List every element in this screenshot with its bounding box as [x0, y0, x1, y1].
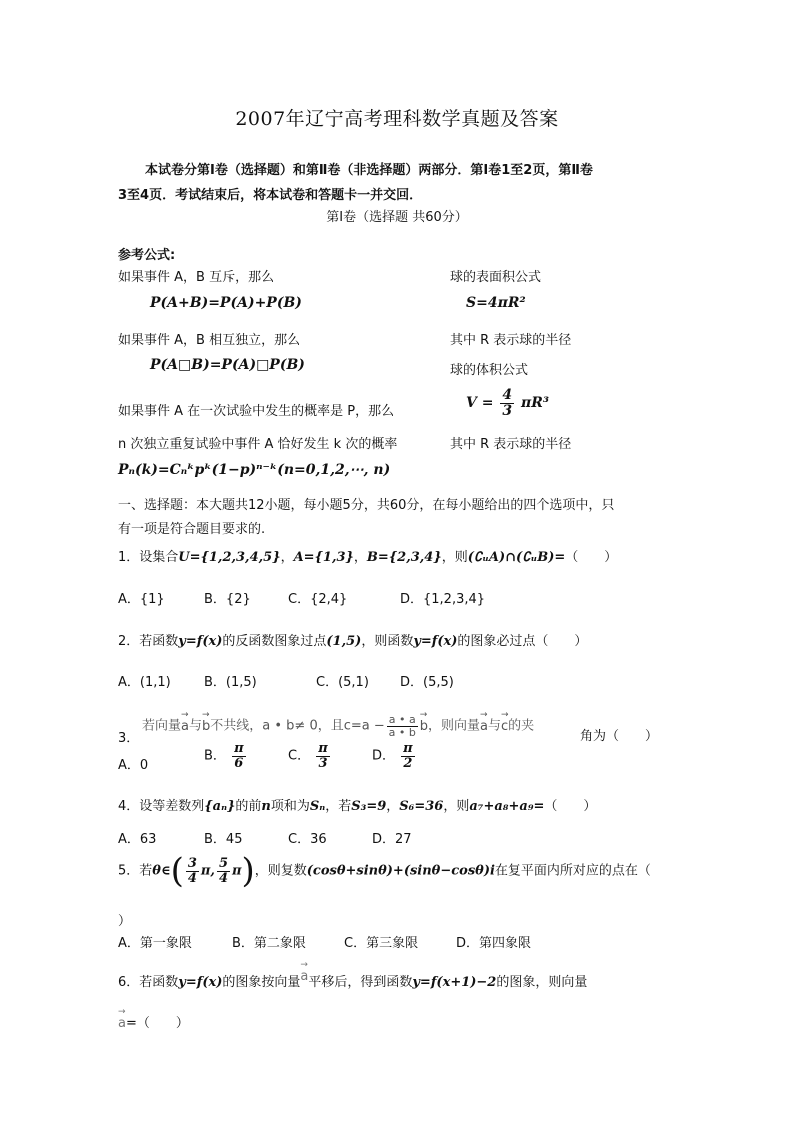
q1-text-b: ，: [280, 550, 294, 565]
q5-fraction-2-rest: π: [231, 863, 242, 879]
q4-text-e: ，: [386, 799, 400, 814]
q4-math-s3: S₃=9: [351, 799, 387, 814]
q5-fraction-2-num: 5: [218, 855, 228, 871]
formula-heading: 参考公式:: [118, 248, 176, 263]
q3-text-d: ，且: [317, 718, 344, 734]
q3-option-b-label: B．: [204, 748, 226, 764]
q3-fraction-num: a • a: [388, 713, 416, 726]
q6-text-b: 的图象按向量: [222, 975, 301, 990]
volume-rest: πR³: [520, 395, 549, 412]
q4-math-sum: a₇+a₈+a₉=: [469, 799, 545, 814]
formula-text-3: 如果事件 A 在一次试验中发生的概率是 P，那么: [118, 404, 395, 419]
q4-option-c[interactable]: C．36: [288, 832, 327, 847]
q6-text-a: 6．若函数: [118, 975, 179, 990]
page-title: 2007年辽宁高考理科数学真题及答案: [235, 108, 559, 130]
formula-text-1: 如果事件 A，B 互斥，那么: [118, 270, 275, 285]
q1-math-query: (∁ᵤA)∩(∁ᵤB)=: [467, 550, 566, 565]
q5-text-c: 在复平面内所对应的点在（: [494, 863, 651, 879]
q1-math-a: A={1,3}: [293, 550, 354, 565]
formula-math-2: P(A□B)=P(A)□P(B): [150, 357, 305, 373]
question-3-stem: [142, 714, 534, 738]
q3-option-b-num: π: [234, 741, 244, 756]
q6-vector-a: → a: [300, 969, 308, 984]
q3-option-c[interactable]: [288, 742, 332, 770]
section-line-2: 有一项是符合题目要求的.: [118, 522, 266, 537]
q6-answer-paren: =（ ）: [125, 1016, 189, 1031]
q3-vector-b2: → b: [420, 719, 428, 734]
q3-text-f: ，则向量: [428, 718, 481, 734]
q3-vector-a: → a: [181, 719, 189, 734]
q3-option-c-den: 3: [318, 755, 328, 771]
q3-option-d[interactable]: [372, 742, 417, 770]
intro-line-2: 3至4页．考试结束后，将本试卷和答题卡一并交回．: [118, 188, 423, 203]
q2-math-2: (1,5): [326, 634, 362, 649]
volume-fraction-num: 4: [502, 387, 513, 403]
q3-text-a: 若向量: [142, 718, 182, 734]
q6-math-2: y=f(x+1)−2: [412, 975, 497, 990]
q4-answer-paren: （ ）: [544, 799, 597, 814]
q3-option-b[interactable]: [204, 742, 248, 770]
q1-text-a: 1．设集合: [118, 550, 179, 565]
q3-vector-a2: → a: [480, 719, 488, 734]
q4-option-d[interactable]: D．27: [372, 832, 412, 847]
question-5-stem: [118, 851, 651, 891]
q2-option-d[interactable]: D．(5,5): [400, 675, 454, 690]
q4-math-s6: S₆=36: [399, 799, 444, 814]
q3-text-h: 的夹: [508, 718, 535, 734]
q5-option-d[interactable]: D．第四象限: [456, 936, 532, 951]
formula-right-math-1: S=4πR²: [466, 295, 526, 311]
q2-math-3: y=f(x): [413, 634, 458, 649]
q3-option-d-den: 2: [403, 755, 413, 771]
q3-option-d-label: D．: [372, 748, 396, 764]
q5-fraction-1-num: 3: [187, 855, 197, 871]
q2-option-a[interactable]: A．(1,1): [118, 675, 171, 690]
q5-right-paren: ): [241, 851, 255, 891]
q2-math-1: y=f(x): [178, 634, 223, 649]
q3-math-c: c=a −: [343, 718, 385, 734]
q3-fraction-den: a • b: [388, 725, 416, 739]
q3-text-c: 不共线，: [210, 718, 263, 734]
question-4-stem: [118, 795, 596, 814]
q4-text-d: ，若: [325, 799, 352, 814]
q4-math-n: n: [261, 799, 271, 814]
q1-math-b: B={2,3,4}: [366, 550, 442, 565]
q5-fraction-1: [186, 857, 199, 885]
q2-text-d: 的图象必过点（ ）: [457, 634, 588, 649]
formula-right-2: 其中 R 表示球的半径: [450, 333, 572, 348]
q3-vector-c: → c: [501, 719, 508, 734]
q4-option-b[interactable]: B．45: [204, 832, 243, 847]
q5-fraction-1-den: 4: [187, 870, 197, 886]
q5-fraction-2: [217, 857, 230, 885]
q5-text-b: ，则复数: [254, 863, 307, 879]
q2-text-a: 2．若函数: [118, 634, 179, 649]
q1-text-c: ，: [353, 550, 367, 565]
formula-math-4: Pₙ(k)=Cₙᵏpᵏ(1−p)ⁿ⁻ᵏ(n=0,1,2,⋯, n): [118, 462, 391, 478]
q3-vector-b: → b: [202, 719, 210, 734]
q3-option-d-fraction: [401, 742, 415, 770]
q1-text-d: ，则: [441, 550, 468, 565]
formula-text-2: 如果事件 A，B 相互独立，那么: [118, 333, 301, 348]
volume-fraction-den: 3: [502, 402, 513, 419]
q3-option-b-den: 6: [234, 755, 244, 771]
q6-text-c: 平移后，得到函数: [308, 975, 413, 990]
q3-text-b: 与: [188, 718, 202, 734]
q3-option-c-fraction: [316, 742, 330, 770]
question-2-stem: [118, 630, 587, 649]
q3-option-a[interactable]: A．0: [118, 758, 149, 773]
q3-option-c-label: C．: [288, 748, 311, 764]
q6-math-1: y=f(x): [178, 975, 223, 990]
part-one-heading: 第Ⅰ卷（选择题 共60分）: [326, 210, 468, 225]
q4-math-sn: Sₙ: [309, 799, 326, 814]
volume-prefix: V =: [466, 395, 494, 412]
formula-right-3: 球的体积公式: [450, 363, 529, 378]
q4-text-c: 项和为: [270, 799, 310, 814]
q4-text-f: ，则: [443, 799, 470, 814]
q3-option-d-num: π: [403, 741, 413, 756]
q1-option-a[interactable]: A．{1}: [118, 592, 165, 607]
question-6-stem: [118, 971, 587, 990]
question-3-number: 3．: [118, 731, 140, 746]
q4-text-a: 4．设等差数列: [118, 799, 205, 814]
question-3-tail: 角为（ ）: [580, 729, 659, 744]
intro-paragraph: [118, 158, 678, 208]
q3-text-g: 与: [488, 718, 502, 734]
formula-right-math-3: [466, 388, 549, 418]
question-6-line-2: [118, 1012, 189, 1031]
q1-answer-paren: （ ）: [565, 550, 618, 565]
q5-option-a[interactable]: A．第一象限: [118, 936, 192, 951]
q3-option-c-num: π: [318, 741, 328, 756]
q4-math-an: {aₙ}: [204, 799, 236, 814]
q5-left-paren: (: [170, 851, 184, 891]
intro-line-1: 本试卷分第Ⅰ卷（选择题）和第Ⅱ卷（非选择题）两部分．第Ⅰ卷1至2页，第Ⅱ卷: [145, 163, 593, 178]
q1-math-u: U={1,2,3,4,5}: [178, 550, 281, 565]
q3-math-ab: a • b≠ 0: [262, 718, 318, 734]
q5-math-z: (cosθ+sinθ)+(sinθ−cosθ)i: [306, 863, 495, 879]
question-1-stem: [118, 546, 617, 565]
q6-vector-a2: → a: [118, 1016, 126, 1031]
formula-right-1: 球的表面积公式: [450, 270, 542, 285]
formula-text-4: n 次独立重复试验中事件 A 恰好发生 k 次的概率: [118, 437, 398, 452]
q6-text-d: 的图象，则向量: [496, 975, 588, 990]
q2-text-c: ，则函数: [361, 634, 414, 649]
q4-option-a[interactable]: A．63: [118, 832, 157, 847]
formula-math-1: P(A+B)=P(A)+P(B): [150, 295, 302, 311]
q5-fraction-1-rest: π,: [200, 863, 215, 879]
q1-option-c[interactable]: C．{2,4}: [288, 592, 348, 607]
q2-text-b: 的反函数图象过点: [222, 634, 327, 649]
q1-option-b[interactable]: B．{2}: [204, 592, 251, 607]
formula-right-4: 其中 R 表示球的半径: [450, 437, 572, 452]
volume-fraction: [500, 388, 514, 418]
q3-fraction: [387, 714, 418, 738]
q5-math-theta: θ∈: [152, 863, 171, 879]
q5-option-c[interactable]: C．第三象限: [344, 936, 419, 951]
q2-option-b[interactable]: B．(1,5): [204, 675, 257, 690]
q4-text-b: 的前: [235, 799, 262, 814]
q3-option-b-fraction: [232, 742, 246, 770]
q5-text-a: 5．若: [118, 863, 153, 879]
q5-fraction-2-den: 4: [218, 870, 228, 886]
q2-option-c[interactable]: C．(5,1): [316, 675, 369, 690]
section-line-1: 一、选择题：本大题共12小题，每小题5分，共60分，在每小题给出的四个选项中，只: [118, 498, 615, 513]
q1-option-d[interactable]: D．{1,2,3,4}: [400, 592, 486, 607]
q5-option-b[interactable]: B．第二象限: [232, 936, 306, 951]
question-5-close: ）: [118, 914, 132, 929]
